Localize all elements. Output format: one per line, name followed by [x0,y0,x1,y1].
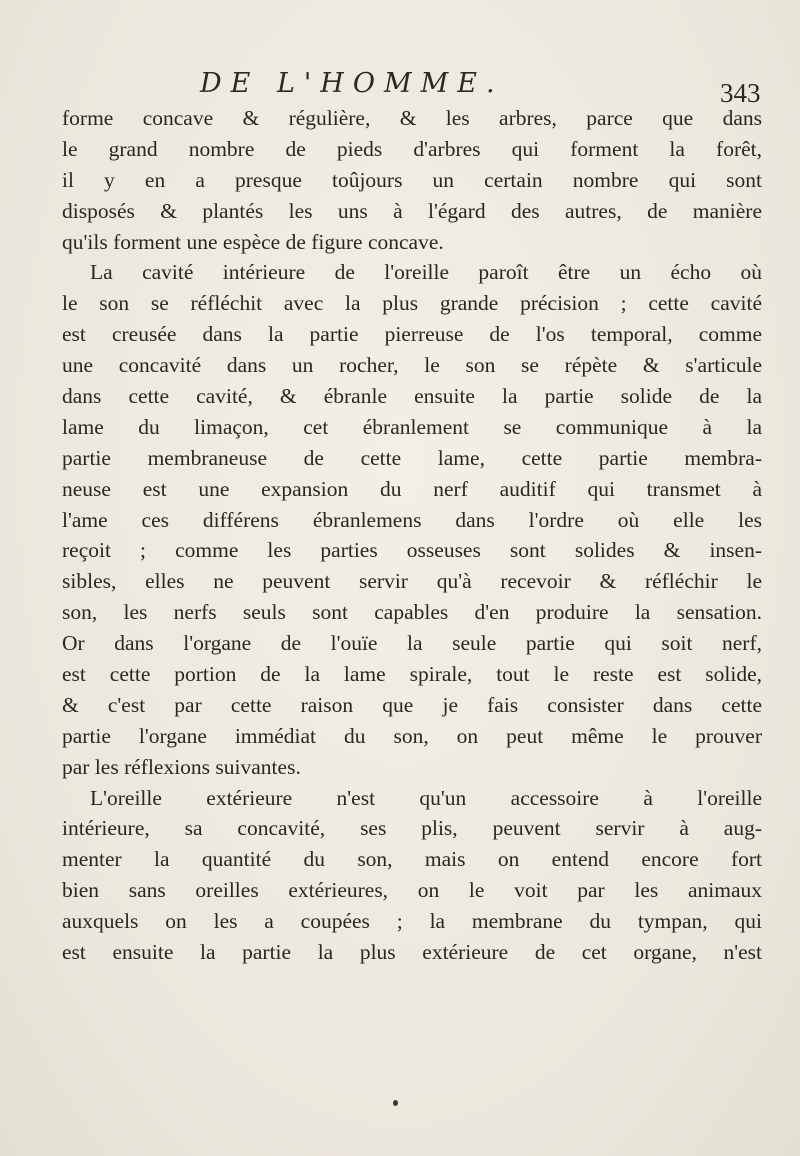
text-line: partie l'organe immédiat du son, on peut même le prouver [62,723,762,748]
text-line: lame du limaçon, cet ébranlement se communique à la [62,414,762,439]
text-line: qu'ils forment une espèce de figure concave. [62,229,444,254]
text-line: son, les nerfs seuls sont capables d'en produire la sensation. [62,600,762,625]
text-line: Or dans l'organe de l'ouïe la seule partie qui soit nerf, [62,631,762,656]
text-line: bien sans oreilles extérieures, on le voit par les animaux [62,878,762,903]
text-line: le grand nombre de pieds d'arbres qui forment la forêt, [62,136,762,161]
page-number: 343 [720,78,761,108]
text-line: sibles, elles ne peuvent servir qu'à recevoir & réfléchir le [62,569,762,594]
text-line: dans cette cavité, & ébranle ensuite la partie solide de la [62,384,762,409]
text-line: reçoit ; comme les parties osseuses sont solides & insen- [62,538,762,563]
running-title: DE L'HOMME. [200,68,504,99]
text-line: le son se réfléchit avec la plus grande précision ; cette cavité [62,291,762,316]
body-text [62,103,762,968]
text-line: forme concave & régulière, & les arbres, parce que dans [62,106,762,130]
text-line: auxquels on les a coupées ; la membrane du tympan, qui [62,909,762,934]
text-line: est creusée dans la partie pierreuse de l'os temporal, comme [62,322,762,347]
text-line: La cavité intérieure de l'oreille paroît être un écho où [90,260,762,285]
text-line: menter la quantité du son, mais on entend encore fort [62,847,762,872]
ink-spot [393,1100,398,1106]
text-line: l'ame ces différens ébranlemens dans l'ordre où elle les [62,507,762,532]
text-line: intérieure, sa concavité, ses plis, peuvent servir à aug- [62,816,762,841]
text-line: par les réflexions suivantes. [62,754,301,779]
text-line: partie membraneuse de cette lame, cette partie membra- [62,445,762,470]
text-line: neuse est une expansion du nerf auditif qui transmet à [62,476,762,501]
text-line: est ensuite la partie la plus extérieure de cet organe, n'est [62,940,762,965]
text-line: une concavité dans un rocher, le son se répète & s'articule [62,353,762,378]
text-line: il y en a presque toûjours un certain nombre qui sont [62,167,762,192]
text-line: disposés & plantés les uns à l'égard des autres, de manière [62,198,762,223]
text-line: & c'est par cette raison que je fais consister dans cette [62,692,762,717]
text-line: est cette portion de la lame spirale, tout le reste est solide, [62,662,762,687]
text-line: L'oreille extérieure n'est qu'un accessoire à l'oreille [90,785,762,810]
